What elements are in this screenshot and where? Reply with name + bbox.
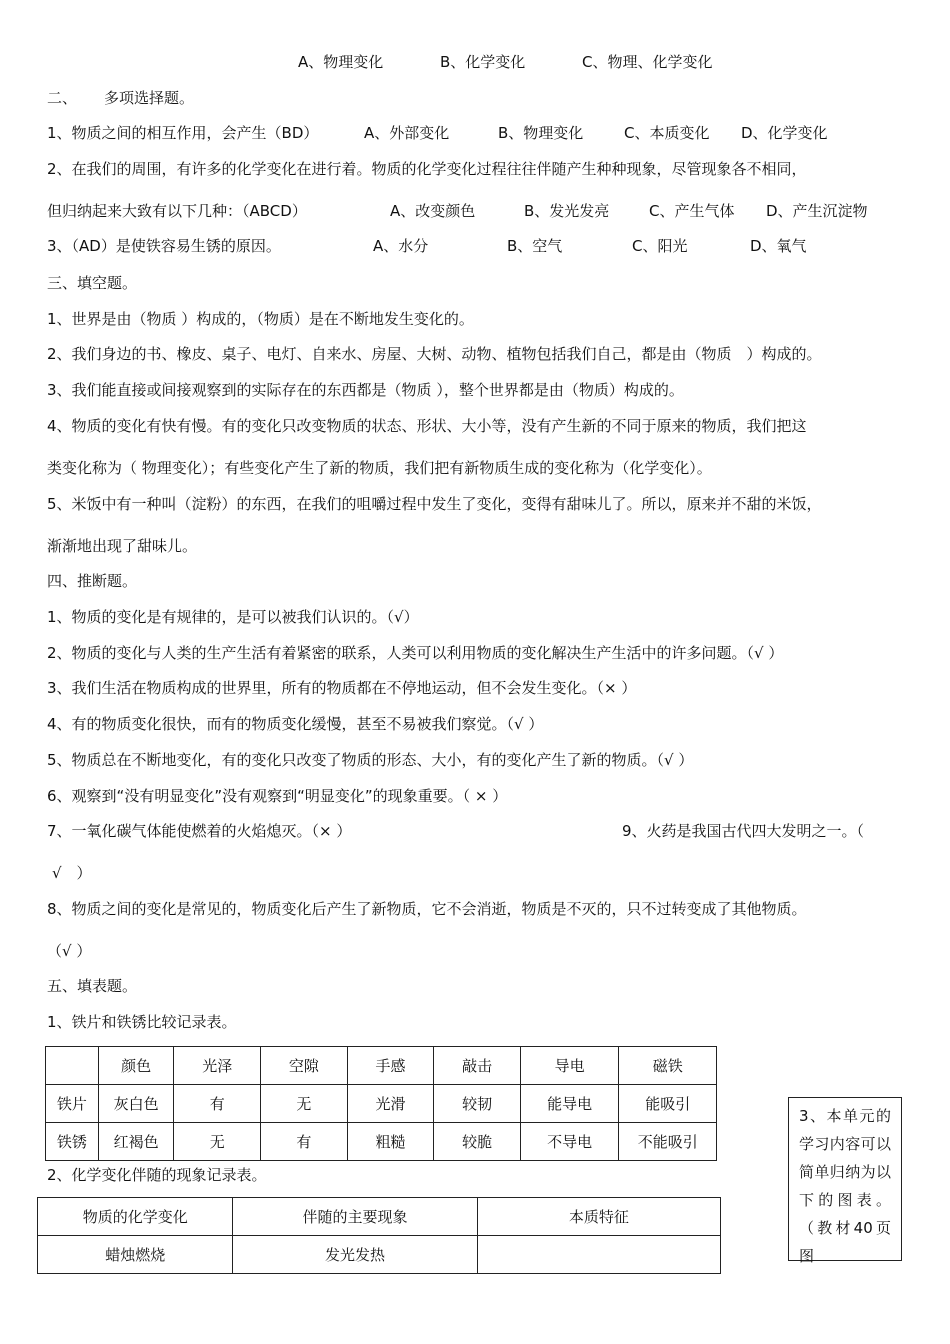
table-cell: 较脆 xyxy=(434,1123,521,1161)
s2-q2-line2: 但归纳起来大致有以下几种：（ABCD） xyxy=(47,202,307,220)
table-cell: 较韧 xyxy=(434,1085,521,1123)
table-cell: 无 xyxy=(261,1085,348,1123)
section5-title: 五、填表题。 xyxy=(47,977,138,995)
side-note-box: 3、本单元的学习内容可以简单归纳为以下的图表。（教材40页图 xyxy=(788,1097,902,1261)
top-option-b: B、化学变化 xyxy=(440,53,526,71)
table-row xyxy=(38,1236,721,1274)
table-header-cell: 手感 xyxy=(347,1047,434,1085)
s2-q2-option-c: C、产生气体 xyxy=(649,202,735,220)
table-header-cell: 敲击 xyxy=(434,1047,521,1085)
table-cell: 不导电 xyxy=(520,1123,619,1161)
table-header-cell xyxy=(46,1047,99,1085)
s3-q2: 2、我们身边的书、橡皮、桌子、电灯、自来水、房屋、大树、动物、植物包括我们自己，都是由（物质 ）构成的。 xyxy=(47,345,822,363)
s2-q3-option-d: D、氧气 xyxy=(750,237,807,255)
table-header-row xyxy=(38,1198,721,1236)
s3-q3: 3、我们能直接或间接观察到的实际存在的东西都是（物质 ），整个世界都是由（物质）构成的。 xyxy=(47,381,684,399)
section3-title: 三、填空题。 xyxy=(47,274,138,292)
s4-q2: 2、物质的变化与人类的生产生活有着紧密的联系，人类可以利用物质的变化解决生产生活中的许多问题。（√ ） xyxy=(47,644,784,662)
table-cell: 铁片 xyxy=(46,1085,99,1123)
s2-q3-option-a: A、水分 xyxy=(373,237,429,255)
table-cell: 灰白色 xyxy=(98,1085,174,1123)
s2-q2-option-a: A、改变颜色 xyxy=(390,202,476,220)
s3-q4-line2: 类变化称为（ 物理变化）；有些变化产生了新的物质，我们把有新物质生成的变化称为（化学变化）。 xyxy=(47,459,712,477)
table-header-cell: 光泽 xyxy=(174,1047,261,1085)
table-cell: 能吸引 xyxy=(619,1085,717,1123)
table-cell: 能导电 xyxy=(520,1085,619,1123)
s4-q9-part2: √ ） xyxy=(52,864,92,882)
table-cell: 光滑 xyxy=(347,1085,434,1123)
s2-q1-text: 1、物质之间的相互作用，会产生（BD） xyxy=(47,124,319,142)
table-header-cell: 空隙 xyxy=(261,1047,348,1085)
s3-q5-line1: 5、米饭中有一种叫（淀粉）的东西，在我们的咀嚼过程中发生了变化，变得有甜味儿了。所以，原来并不甜的米饭， xyxy=(47,495,822,513)
table-cell: 不能吸引 xyxy=(619,1123,717,1161)
table-header-cell: 伴随的主要现象 xyxy=(233,1198,477,1236)
top-option-a: A、物理变化 xyxy=(298,53,384,71)
s2-q2-option-d: D、产生沉淀物 xyxy=(766,202,868,220)
s4-q8-line1: 8、物质之间的变化是常见的，物质变化后产生了新物质，它不会消逝，物质是不灭的，只不过转变成了其他物质。 xyxy=(47,900,807,918)
table-cell xyxy=(477,1236,720,1274)
table-header-cell: 物质的化学变化 xyxy=(38,1198,233,1236)
table-cell: 发光发热 xyxy=(233,1236,477,1274)
table-cell: 无 xyxy=(174,1123,261,1161)
s2-q3-text: 3、（AD）是使铁容易生锈的原因。 xyxy=(47,237,281,255)
table-header-cell: 颜色 xyxy=(98,1047,174,1085)
s3-q4-line1: 4、物质的变化有快有慢。有的变化只改变物质的状态、形状、大小等，没有产生新的不同于原来的物质，我们把这 xyxy=(47,417,807,435)
table-row xyxy=(46,1085,717,1123)
table1-title: 1、铁片和铁锈比较记录表。 xyxy=(47,1013,237,1031)
table-cell: 铁锈 xyxy=(46,1123,99,1161)
s4-q5: 5、物质总在不断地变化，有的变化只改变了物质的形态、大小，有的变化产生了新的物质。（√ ） xyxy=(47,751,694,769)
table-row xyxy=(46,1123,717,1161)
s2-q3-option-c: C、阳光 xyxy=(632,237,688,255)
s3-q5-line2: 渐渐地出现了甜味儿。 xyxy=(47,537,198,555)
s2-q1-option-c: C、本质变化 xyxy=(624,124,710,142)
chemical-change-phenomena-table xyxy=(37,1197,721,1274)
table-cell: 有 xyxy=(174,1085,261,1123)
table-cell: 粗糙 xyxy=(347,1123,434,1161)
section2-number: 二、 xyxy=(47,89,78,107)
s4-q4: 4、有的物质变化很快，而有的物质变化缓慢，甚至不易被我们察觉。（√ ） xyxy=(47,715,544,733)
s3-q1: 1、世界是由（物质 ）构成的，（物质）是在不断地发生变化的。 xyxy=(47,310,474,328)
s2-q2-line1: 2、在我们的周围，有许多的化学变化在进行着。物质的化学变化过程往往伴随产生种种现象，尽管现象各不相同， xyxy=(47,160,807,178)
s4-q9-part1: 9、火药是我国古代四大发明之一。（ xyxy=(622,822,865,840)
section2-title: 多项选择题。 xyxy=(104,89,195,107)
s4-q3: 3、我们生活在物质构成的世界里，所有的物质都在不停地运动，但不会发生变化。（× ） xyxy=(47,679,637,697)
table-cell: 有 xyxy=(261,1123,348,1161)
table-header-cell: 导电 xyxy=(520,1047,619,1085)
s4-q7: 7、一氧化碳气体能使燃着的火焰熄灭。（× ） xyxy=(47,822,352,840)
s2-q1-option-a: A、外部变化 xyxy=(364,124,450,142)
iron-rust-comparison-table xyxy=(45,1046,717,1161)
s4-q6: 6、观察到“没有明显变化”没有观察到“明显变化”的现象重要。（ × ） xyxy=(47,787,508,805)
table2-title: 2、化学变化伴随的现象记录表。 xyxy=(47,1166,267,1184)
table-cell: 红褐色 xyxy=(98,1123,174,1161)
section4-title: 四、推断题。 xyxy=(47,572,138,590)
top-option-c: C、物理、化学变化 xyxy=(582,53,713,71)
s2-q1-option-b: B、物理变化 xyxy=(498,124,584,142)
table-header-cell: 磁铁 xyxy=(619,1047,717,1085)
s2-q3-option-b: B、空气 xyxy=(507,237,563,255)
s2-q2-option-b: B、发光发亮 xyxy=(524,202,610,220)
table-cell: 蜡烛燃烧 xyxy=(38,1236,233,1274)
s2-q1-option-d: D、化学变化 xyxy=(741,124,828,142)
s4-q1: 1、物质的变化是有规律的，是可以被我们认识的。（√） xyxy=(47,608,419,626)
table-header-cell: 本质特征 xyxy=(477,1198,720,1236)
s4-q8-line2: （√ ） xyxy=(47,942,92,960)
table-header-row xyxy=(46,1047,717,1085)
